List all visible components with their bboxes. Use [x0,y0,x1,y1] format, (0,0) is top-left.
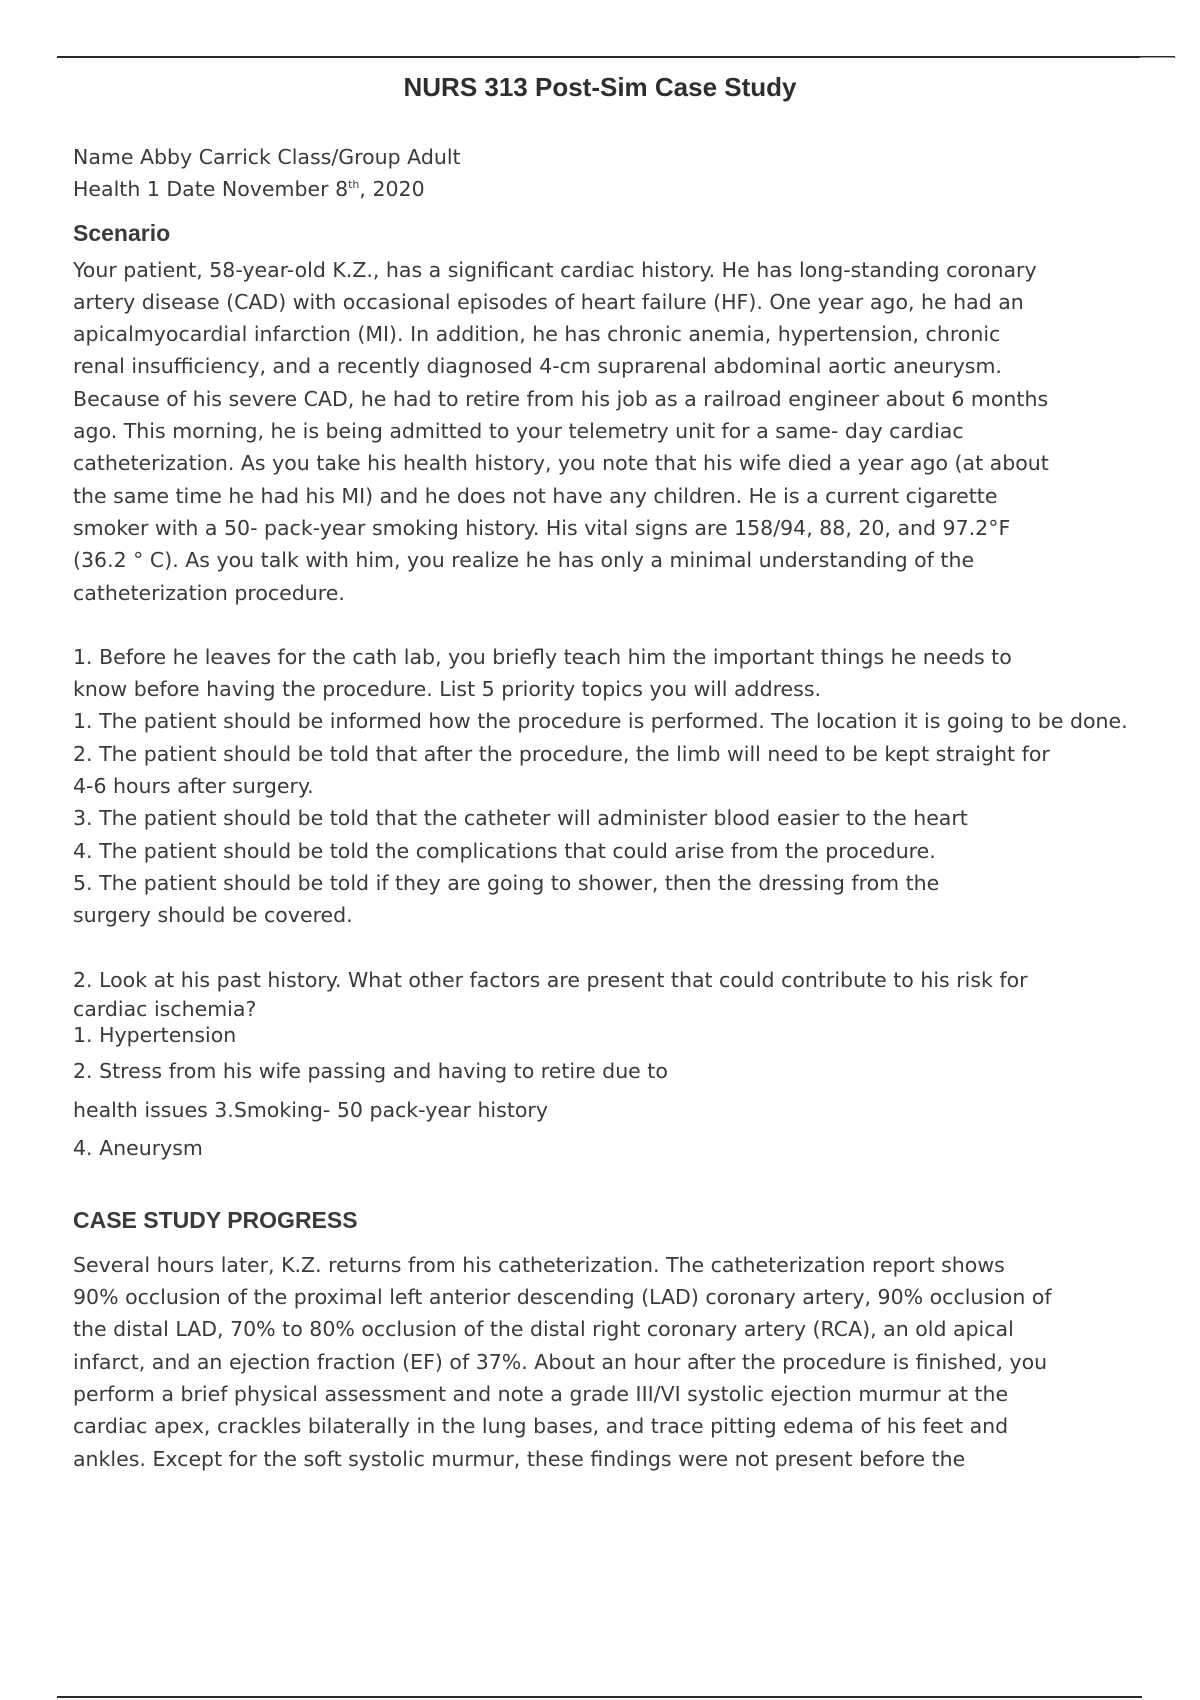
paragraph-line: renal insufficiency, and a recently diagnosed 4-cm suprarenal abdominal aortic aneurysm. [73,354,1002,379]
paragraph-line: apicalmyocardial infarction (MI). In addition, he has chronic anemia, hypertension, chronic [73,322,1001,347]
paragraph-line: artery disease (CAD) with occasional episodes of heart failure (HF). One year ago, he had an [73,289,1024,314]
spacer [73,609,1183,641]
answer-item: 4-6 hours after surgery. [73,774,314,799]
question-line: cardiac ischemia? [73,996,257,1021]
paragraph-line: Your patient, 58-year-old K.Z., has a significant cardiac history. He has long-standing coronary [73,257,1037,282]
answer-item: 1. Hypertension [73,1022,237,1047]
document-body [73,141,1183,1475]
top-rule [57,56,1175,58]
question-1 [73,641,1183,932]
paragraph-line: catheterization. As you take his health history, you note that his wife died a year ago (at about [73,451,1049,476]
answer-item: 2. Stress from his wife passing and having to retire due to [73,1058,668,1083]
answer-item: surgery should be covered. [73,903,353,928]
paragraph-line: smoker with a 50- pack-year smoking history. His vital signs are 158/94, 88, 20, and 97.2°F [73,515,1011,540]
question-line: know before having the procedure. List 5 priority topics you will address. [73,677,822,702]
spacer [73,932,1183,964]
answer-item: health issues 3.Smoking- 50 pack-year history [73,1098,548,1123]
paragraph-line: Several hours later, K.Z. returns from his catheterization. The catheterization report shows [73,1252,1005,1277]
question-2 [73,964,1183,1165]
header-info [73,141,1183,206]
paragraph-line: ago. This morning, he is being admitted to your telemetry unit for a same- day cardiac [73,419,964,444]
answer-item: 4. The patient should be told the complications that could arise from the procedure. [73,838,936,863]
top-rule-tail [1140,57,1176,58]
paragraph-line: ankles. Except for the soft systolic murmur, these findings were not present before the [73,1446,966,1471]
answer-item: 3. The patient should be told that the catheter will administer blood easier to the heart [73,806,968,831]
name-class-line: Name Abby Carrick Class/Group Adult [73,145,461,169]
answer-item: 5. The patient should be told if they are going to shower, then the dressing from the [73,870,940,895]
paragraph-line: cardiac apex, crackles bilaterally in the lung bases, and trace pitting edema of his feet and [73,1414,1009,1439]
paragraph-line: (36.2 ° C). As you talk with him, you realize he has only a minimal understanding of the [73,548,975,573]
health-date-line: Health 1 Date November 8th, 2020 [73,177,425,202]
paragraph-line: infarct, and an ejection fraction (EF) of 37%. About an hour after the procedure is finished, you [73,1349,1048,1374]
paragraph-line: perform a brief physical assessment and note a grade III/VI systolic ejection murmur at the [73,1381,1009,1406]
answer-item: 1. The patient should be informed how the procedure is performed. The location it is going to be done. [73,709,1128,734]
paragraph-line: catheterization procedure. [73,580,345,605]
paragraph-line: Because of his severe CAD, he had to retire from his job as a railroad engineer about 6 months [73,386,1049,411]
answer-item: 4. Aneurysm [73,1136,203,1161]
case-study-progress-heading: CASE STUDY PROGRESS [73,1206,358,1233]
paragraph-line: the same time he had his MI) and he does not have any children. He is a current cigarette [73,483,998,508]
question-line: 2. Look at his past history. What other factors are present that could contribute to his risk for [73,967,1028,992]
bottom-rule [57,1696,1142,1698]
progress-paragraph [73,1249,1183,1475]
paragraph-line: 90% occlusion of the proximal left anterior descending (LAD) coronary artery, 90% occlusion of [73,1285,1052,1310]
answer-item: 2. The patient should be told that after the procedure, the limb will need to be kept straight for [73,741,1050,766]
scenario-heading: Scenario [73,219,171,246]
paragraph-line: the distal LAD, 70% to 80% occlusion of the distal right coronary artery (RCA), an old apical [73,1317,1014,1342]
question-line: 1. Before he leaves for the cath lab, you briefly teach him the important things he needs to [73,644,1012,669]
scenario-paragraph [73,254,1183,609]
document-title: NURS 313 Post-Sim Case Study [403,72,797,102]
